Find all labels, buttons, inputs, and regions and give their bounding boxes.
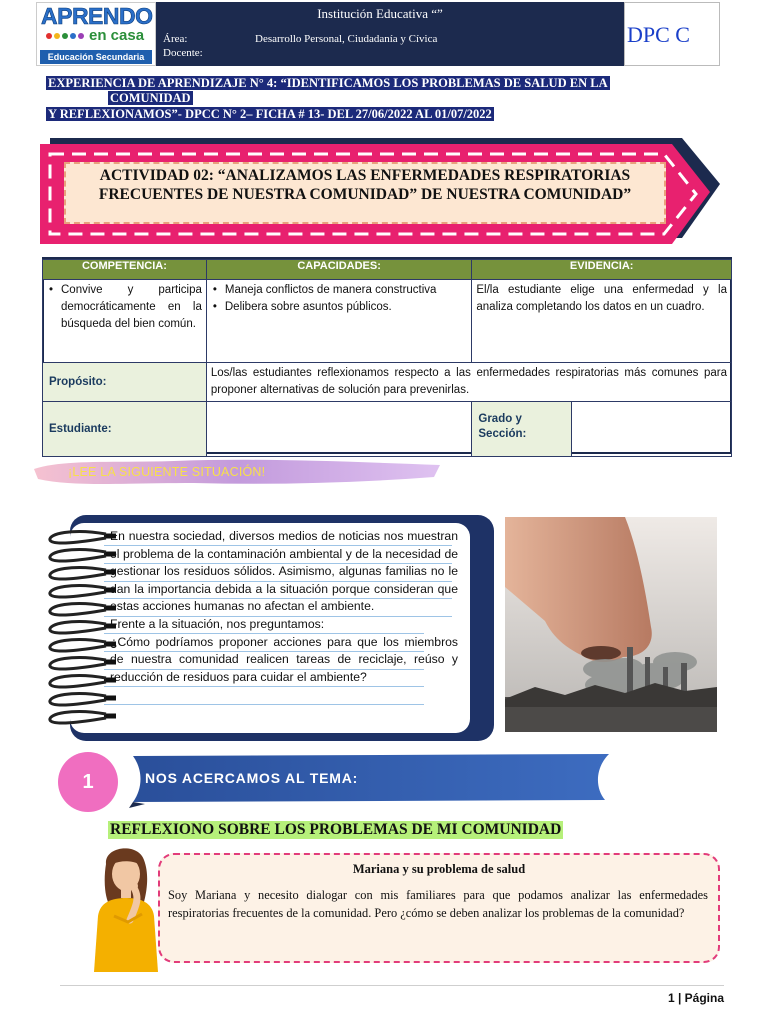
situation-question: ¿Cómo podríamos proponer acciones para que los miembros de nuestra comunidad realicen tareas de reciclaje, reúso y reducción de residuos para cuidar el ambiente?	[110, 634, 458, 684]
proposito-label: Propósito:	[43, 363, 207, 402]
header-evidencia: EVIDENCIA:	[472, 260, 732, 280]
experience-title-line1: EXPERIENCIA DE APRENDIZAJE N° 4: “IDENTIFICAMOS LOS PROBLEMAS DE SALUD EN LA	[48, 76, 608, 90]
estudiante-label: Estudiante:	[43, 402, 207, 457]
grado-cell	[472, 402, 732, 457]
reflexiono-heading: REFLEXIONO SOBRE LOS PROBLEMAS DE MI COMUNIDAD	[110, 821, 562, 838]
competencia-text: • Convive y participa democráticamente en la búsqueda del bien común.	[47, 282, 202, 333]
aprendo-en-casa-logo	[36, 2, 156, 66]
situation-text	[110, 528, 458, 686]
header-capacidades: CAPACIDADES:	[206, 260, 472, 280]
situation-paragraph: En nuestra sociedad, diversos medios de noticias nos muestran el problema de la contaminación ambiental y de la necesidad de gestionar los residuos sólidos. Asimismo, algunas familias no le dan la importancia debida a la situación porque consideran que estas acciones humanas no afectan el ambiente.	[110, 529, 458, 614]
course-code-box	[624, 2, 720, 66]
notebook-rule	[104, 704, 424, 705]
dialog-title: Mariana y su problema de salud	[352, 862, 526, 876]
course-code: DPC C	[627, 22, 690, 47]
proposito-text: Los/las estudiantes reflexionamos respecto a las enfermedades respiratorias más comunes para proponer alternativas de solución para prevenirlas.	[206, 363, 731, 402]
experience-title-line2: COMUNIDAD	[110, 91, 191, 105]
footer-divider	[60, 985, 724, 986]
teacher-label: Docente:	[163, 47, 203, 59]
area-label: Área:	[163, 33, 188, 45]
logo-dots-icon	[45, 31, 85, 41]
lee-situacion-banner: ¡LEE LA SIGUIENTE SITUACIÓN!	[68, 465, 266, 479]
capacidad-item: • Maneja conflictos de manera constructiva	[211, 282, 468, 299]
evidencia-cell: El/la estudiante elige una enfermedad y la analiza completando los datos en un cuadro.	[472, 280, 732, 363]
experience-title-line3: Y REFLEXIONAMOS”- DPCC N° 2– FICHA # 13- DEL 27/06/2022 AL 01/07/2022	[48, 107, 492, 121]
header-competencia: COMPETENCIA:	[43, 260, 207, 280]
section-number-badge: 1	[58, 752, 118, 812]
capacidades-cell	[206, 280, 472, 363]
dialog-text: Soy Mariana y necesito dialogar con mis familiares para que podamos analizar las enfermedades respiratorias frecuentes de la comunidad. Pero ¿cómo se deben analizar los problemas de la comunidad?	[168, 888, 708, 920]
section-title: NOS ACERCAMOS AL TEMA:	[145, 770, 359, 786]
situation-paragraph: Frente a la situación, nos preguntamos:	[110, 616, 325, 631]
competency-table	[42, 259, 732, 457]
activity-title: ACTIVIDAD 02: “ANALIZAMOS LAS ENFERMEDADES RESPIRATORIAS FRECUENTES DE NUESTRA COMUNIDAD” DE NUESTRA COMUNIDAD”	[98, 167, 632, 203]
thinking-girl-illustration	[84, 842, 168, 972]
competencia-cell	[43, 280, 207, 363]
institution-name: Institución Educativa “”	[317, 6, 443, 21]
capacidad-item: • Delibera sobre asuntos públicos.	[211, 299, 468, 316]
grado-label: Grado y Sección:	[472, 402, 572, 456]
logo-subtitle: en casa	[89, 27, 145, 44]
logo-title: APRENDO	[41, 3, 153, 29]
pollution-nose-image	[505, 517, 717, 732]
estudiante-field[interactable]	[206, 402, 472, 457]
logo-level: Educación Secundaria	[40, 50, 152, 64]
grado-field[interactable]	[572, 402, 731, 456]
area-value: Desarrollo Personal, Ciudadanía y Cívica	[255, 33, 438, 45]
page-number: 1 | Página	[667, 991, 724, 1005]
